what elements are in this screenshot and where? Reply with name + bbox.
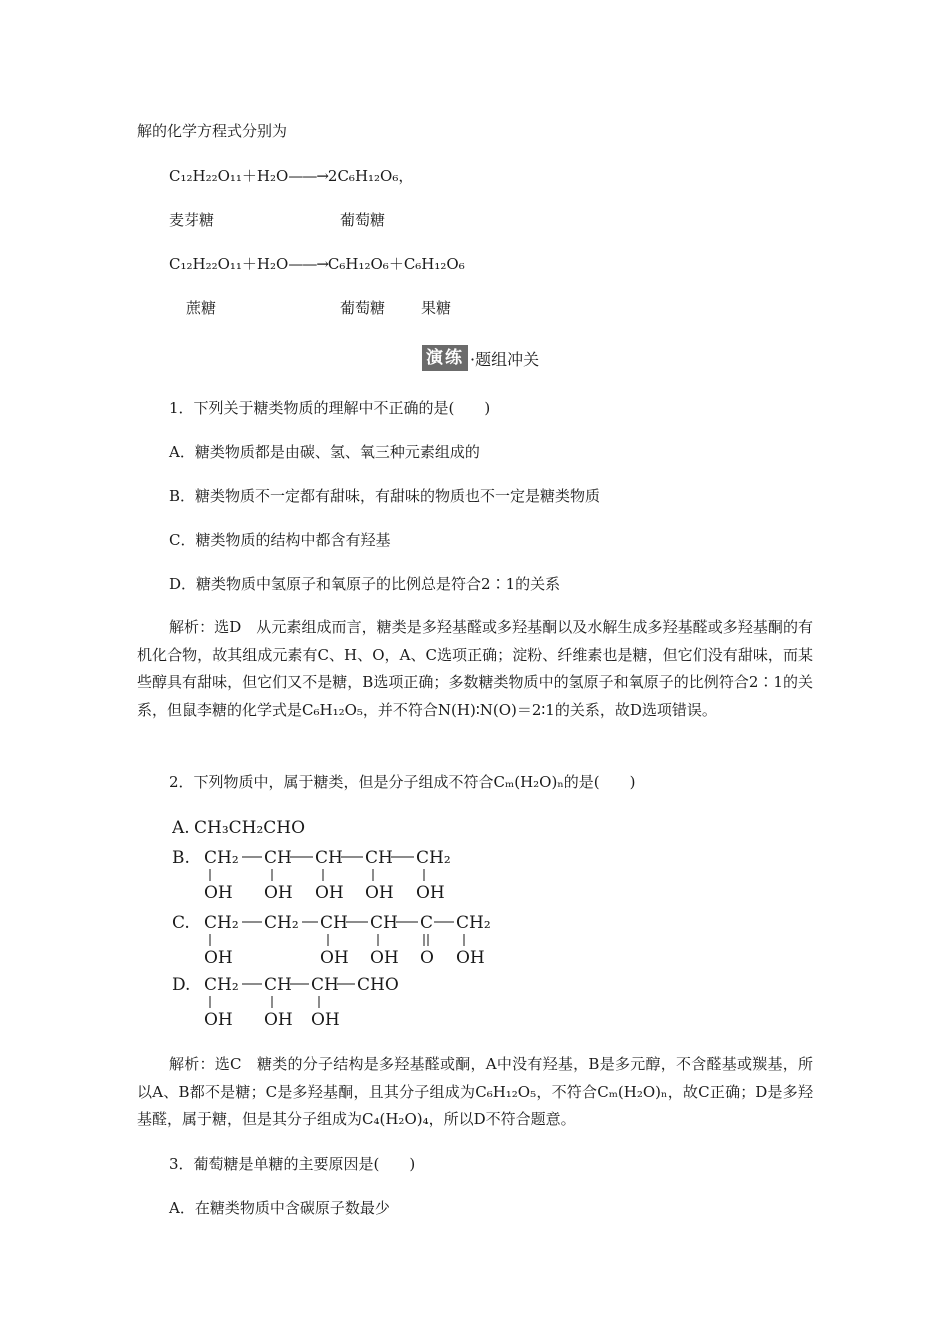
option-a-label: A. [172,818,190,838]
option-b-atom-5: CH₂ [416,848,451,868]
question-1-analysis: 解析：选D 从元素组成而言，糖类是多羟基醛或多羟基酮以及水解生成多羟基醛或多羟基酮的有机化合物，故其组成元素有C、H、O，A、C选项正确；淀粉、纤维素也是糖，但它们没有甜味，而某些醇具有甜味，但它们又不是糖，B选项正确；多数糖类物质中的氢原子和氧原子的比例符合2∶1的关系，但鼠李糖的化学式是C₆H₁₂O₅，并不符合N(H)∶N(O)＝2∶1的关系，故D选项错误。 [137,618,813,719]
option-c-atom-3: CH [320,913,348,933]
option-b-sub-1: OH [204,883,233,903]
question-3-stem: 3．葡萄糖是单糖的主要原因是( ) [169,1155,416,1173]
option-c-label: C. [172,913,190,933]
option-d-atom-3: CH [311,975,339,995]
option-c-sub-3: OH [320,948,349,968]
option-b-sub-2: OH [264,883,293,903]
option-c-sub-1: OH [204,948,233,968]
structure-option-a [172,818,305,838]
section-banner [422,345,539,371]
question-1-option-c: C．糖类物质的结构中都含有羟基 [169,531,391,549]
equation-2-lhs: C₁₂H₂₂O₁₁＋H₂O [169,255,289,273]
equation-1-lhs: C₁₂H₂₂O₁₁＋H₂O [169,167,289,185]
equation-2-label-glucose: 葡萄糖 [340,299,386,317]
reaction-arrow: ——→ [288,167,328,185]
equation-2-label-sucrose: 蔗糖 [186,299,217,317]
option-b-atom-3: CH [315,848,343,868]
option-b-atom-4: CH [365,848,393,868]
option-b-sub-3: OH [315,883,344,903]
option-d-sub-2: OH [264,1010,293,1030]
question-1-option-b: B．糖类物质不一定都有甜味，有甜味的物质也不一定是糖类物质 [169,487,601,505]
option-b-atom-2: CH [264,848,292,868]
equation-1 [169,166,413,186]
option-a-formula: CH₃CH₂CHO [194,818,306,838]
option-d-atom-1: CH₂ [204,975,239,995]
section-banner-box: 演练 [422,345,468,371]
question-2-analysis: 解析：选C 糖类的分子结构是多羟基醛或酮，A中没有羟基，B是多元醇，不含醛基或羰基，所以A、B都不是糖；C是多羟基酮，且其分子组成为C₆H₁₂O₅，不符合Cₘ(H₂O)ₙ，故C正确；D是多羟基醛，属于糖，但是其分子组成为C₄(H₂O)₄，所以D不符合题意。 [137,1055,813,1128]
option-b-label: B. [172,848,190,868]
option-c-sub-6: OH [456,948,485,968]
equation-2-label-fructose: 果糖 [421,299,452,317]
structure-option-c [172,913,491,968]
option-b-sub-4: OH [365,883,394,903]
option-d-atom-2: CH [264,975,292,995]
reaction-arrow: ——→ [288,255,328,273]
option-c-atom-4: CH [370,913,398,933]
equation-1-label-maltose: 麦芽糖 [169,211,215,229]
question-3-option-a: A．在糖类物质中含碳原子数最少 [169,1199,390,1217]
equation-1-label-glucose: 葡萄糖 [340,211,386,229]
equation-1-rhs: 2C₆H₁₂O₆， [327,167,414,185]
option-d-label: D. [172,975,191,995]
option-c-sub-4: OH [370,948,399,968]
structure-options [172,808,502,1038]
option-d-sub-1: OH [204,1010,233,1030]
option-c-atom-2: CH₂ [264,913,299,933]
equation-2 [169,254,465,274]
option-d-sub-3: OH [311,1010,340,1030]
question-1-option-d: D．糖类物质中氢原子和氧原子的比例总是符合2∶1的关系 [169,575,561,593]
intro-line: 解的化学方程式分别为 [137,122,288,140]
option-d-atom-4: CHO [357,975,399,995]
structure-option-d [172,975,399,1030]
question-1-option-a: A．糖类物质都是由碳、氢、氧三种元素组成的 [169,443,480,461]
option-c-atom-5: C [420,913,434,933]
question-2-stem: 2．下列物质中，属于糖类，但是分子组成不符合Cₘ(H₂O)ₙ的是( ) [169,773,636,791]
equation-2-rhs: C₆H₁₂O₆＋C₆H₁₂O₆ [327,255,465,273]
question-1-stem: 1．下列关于糖类物质的理解中不正确的是( ) [169,399,491,417]
option-c-atom-1: CH₂ [204,913,239,933]
option-b-sub-5: OH [416,883,445,903]
option-c-sub-5: O [420,948,434,968]
option-c-atom-6: CH₂ [456,913,491,933]
option-b-atom-1: CH₂ [204,848,239,868]
structure-option-b [172,848,451,903]
section-banner-text: ·题组冲关 [470,349,540,369]
